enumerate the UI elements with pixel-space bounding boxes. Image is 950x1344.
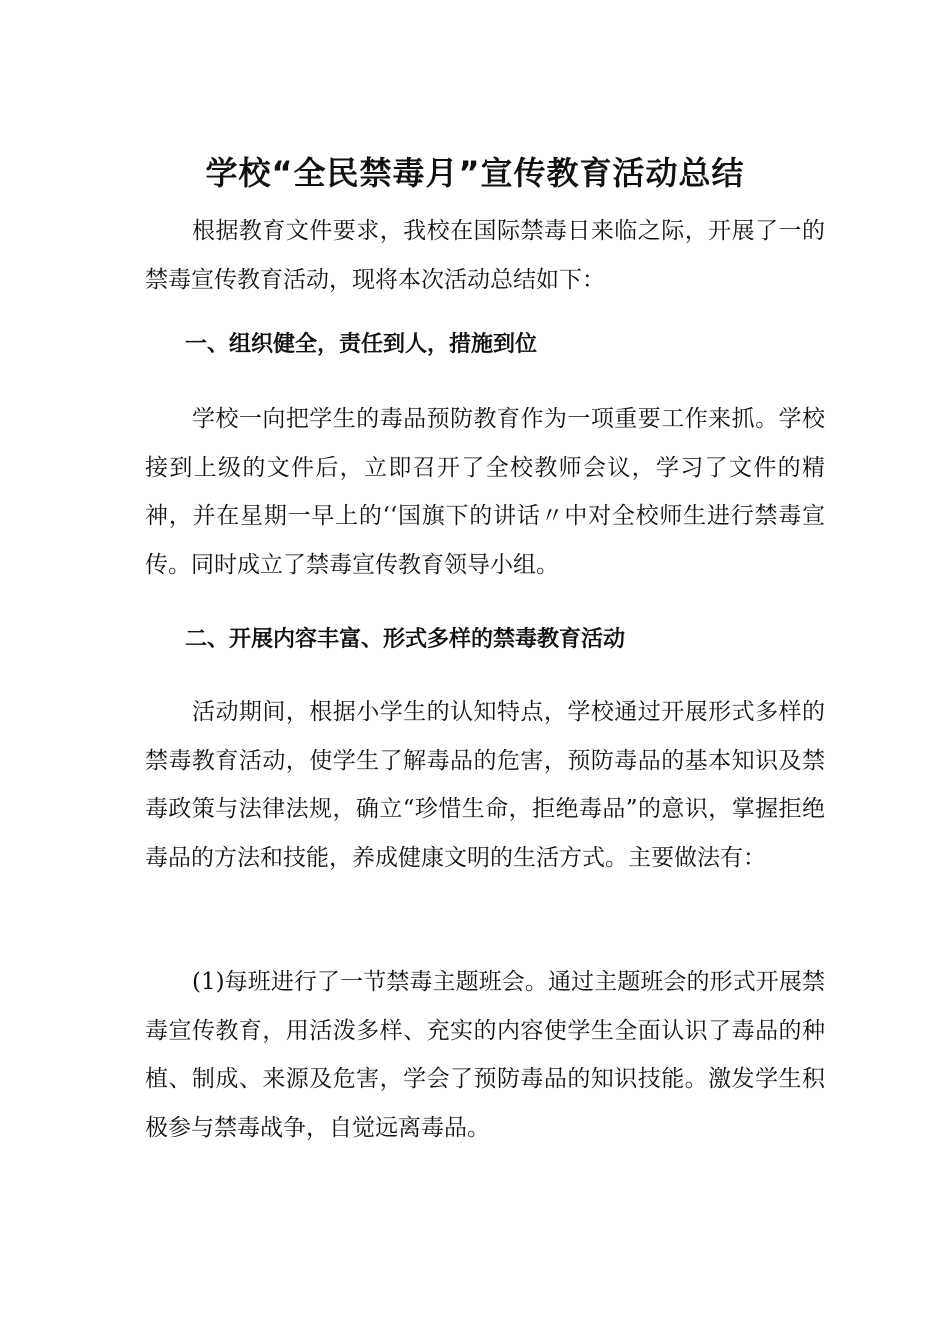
section-1-paragraph: 学校一向把学生的毒品预防教育作为一项重要工作来抓。学校接到上级的文件后，立即召开了全校教师会议，学习了文件的精神，并在星期一早上的‘‘国旗下的讲话〃中对全校师生进行禁毒宣传。同时成立了禁毒宣传教育领导小组。 [145, 406, 825, 578]
intro-paragraph: 根据教育文件要求，我校在国际禁毒日来临之际，开展了一的禁毒宣传教育活动，现将本次活动总结如下： [145, 218, 825, 293]
item-1-paragraph: (1)每班进行了一节禁毒主题班会。通过主题班会的形式开展禁毒宣传教育，用活泼多样、充实的内容使学生全面认识了毒品的种植、制成、来源及危害，学会了预防毒品的知识技能。激发学生积极参与禁毒战争，自觉远离毒品。 [145, 969, 825, 1141]
section-2-heading: 二、开展内容丰富、形式多样的禁毒教育活动 [185, 627, 626, 652]
section-1-heading: 一、组织健全，责任到人，措施到位 [185, 332, 538, 357]
document-title: 学校“全民禁毒月”宣传教育活动总结 [205, 154, 745, 193]
section-2-paragraph: 活动期间，根据小学生的认知特点，学校通过开展形式多样的禁毒教育活动，使学生了解毒品的危害，预防毒品的基本知识及禁毒政策与法律法规，确立“珍惜生命，拒绝毒品”的意识，掌握拒绝毒品的方法和技能，养成健康文明的生活方式。主要做法有： [145, 699, 825, 871]
